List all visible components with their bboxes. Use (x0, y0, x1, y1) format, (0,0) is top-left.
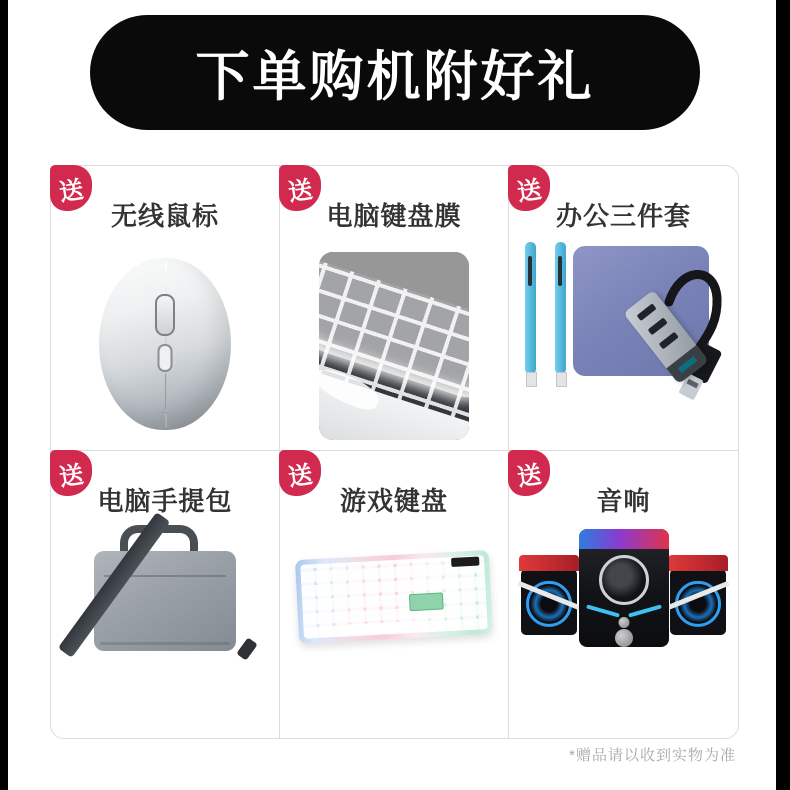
rgb-keyboard-body (295, 550, 493, 644)
left-black-border (0, 0, 8, 790)
laptop-bag-photo (51, 521, 279, 738)
gift-badge-label: 送 (286, 460, 315, 492)
bag-base-seam (100, 642, 230, 645)
gift-label: 电脑键盘膜 (326, 201, 462, 231)
mouse-center-line (165, 374, 166, 410)
promo-header-banner (90, 15, 700, 130)
subwoofer-unit (579, 529, 669, 647)
gift-cell-speaker (509, 451, 738, 738)
promo-title: 下单购机附好礼 (195, 47, 595, 107)
gaming-keyboard-photo (280, 521, 508, 738)
usb-port (637, 303, 657, 321)
gift-label: 无线鼠标 (110, 201, 219, 231)
satellite-speaker-right (670, 569, 726, 635)
gift-label: 办公三件套 (555, 201, 691, 231)
gift-label: 音响 (596, 486, 651, 516)
gift-badge-label: 送 (57, 175, 86, 207)
wireless-mouse-photo (51, 236, 279, 450)
gift-disclaimer: *赠品请以收到实物为准 (569, 747, 736, 764)
gift-cell-laptop-bag (51, 451, 280, 738)
keyboard-indicator-lights (451, 556, 479, 566)
gift-cell-office-kit (509, 166, 738, 451)
gift-cell-gaming-keyboard (280, 451, 509, 738)
gift-label: 电脑手提包 (97, 486, 233, 516)
volume-knob-small (618, 617, 629, 628)
keyboard-film-photo (280, 236, 508, 450)
usb-port (648, 317, 668, 335)
keyboard-brand-sticker (409, 592, 444, 611)
mouse-dpi-button (158, 344, 173, 372)
volume-knob-large (615, 629, 633, 647)
gift-grid (50, 165, 739, 739)
gift-badge-label: 送 (515, 175, 544, 207)
gift-cell-keyboard-film (280, 166, 509, 451)
subwoofer-driver (599, 555, 649, 605)
gift-badge-label: 送 (515, 460, 544, 492)
usb-cable-icon (509, 236, 738, 451)
speaker-photo (509, 521, 738, 738)
right-black-border (776, 0, 790, 790)
gift-label: 游戏键盘 (339, 486, 448, 516)
ethernet-port (678, 356, 697, 373)
bag-body (94, 551, 236, 651)
mouse-scroll-wheel (155, 294, 175, 336)
keyboard-film-image (319, 252, 469, 440)
gift-badge-label: 送 (57, 460, 86, 492)
speaker-red-cap (519, 555, 579, 571)
gift-badge-label: 送 (286, 175, 315, 207)
subwoofer-rgb-top (579, 529, 669, 549)
office-kit-photo (509, 236, 738, 450)
bag-strap-clip (236, 637, 257, 660)
usb-port (659, 332, 679, 350)
subwoofer-blue-light (586, 604, 620, 617)
gift-cell-wireless-mouse (51, 166, 280, 451)
speaker-red-cap (668, 555, 728, 571)
satellite-speaker-left (521, 569, 577, 635)
mouse-body (99, 258, 231, 430)
subwoofer-blue-light (628, 604, 662, 617)
mouse-logo-mark (162, 412, 169, 428)
